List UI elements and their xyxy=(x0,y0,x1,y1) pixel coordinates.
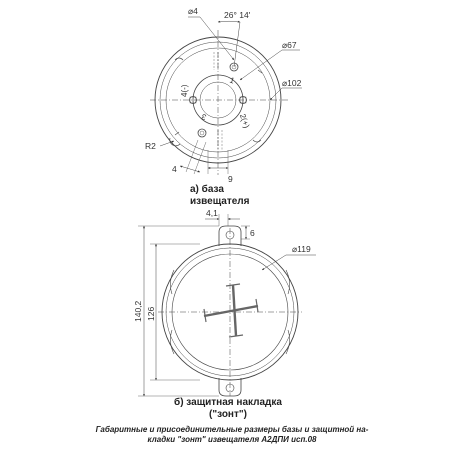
cover-cross-support xyxy=(204,284,258,337)
terminal-label-3: 3 xyxy=(200,111,208,122)
dim-height-body: 126 xyxy=(146,306,156,321)
dim-inner-diameter: ⌀67 xyxy=(282,40,297,50)
cover-caption-line2: ("зонт") xyxy=(209,409,247,420)
terminal-label-2: 2(+) xyxy=(237,112,252,130)
cover-caption xyxy=(168,397,288,421)
terminal-label-1: 1 xyxy=(228,75,236,86)
base-caption-line1: а) база xyxy=(190,184,224,195)
mounting-hole-bottom xyxy=(198,129,206,137)
figure-caption-line1: Габаритные и присоединительные размеры базы и защитной на- xyxy=(95,425,369,434)
dim-tab-width: 4,1 xyxy=(206,208,218,218)
base-caption xyxy=(190,184,249,208)
base-drawing xyxy=(150,17,302,175)
dim-width-4: 4 xyxy=(172,164,177,174)
base-caption-line2: извещателя xyxy=(190,196,250,207)
dim-hole-diameter: ⌀4 xyxy=(188,6,198,16)
dim-tab-height: 6 xyxy=(250,228,255,238)
dim-width-9: 9 xyxy=(228,174,233,184)
dim-radius: R2 xyxy=(145,141,156,151)
dim-outer-diameter: ⌀102 xyxy=(282,78,302,88)
figure-caption-line2: кладки "зонт" извещателя А2ДПИ исп.08 xyxy=(147,435,317,444)
terminal-label-4: 4(-) xyxy=(180,84,189,97)
dim-angle: 26° 14' xyxy=(224,10,251,20)
dim-cover-diameter: ⌀119 xyxy=(292,244,311,254)
dim-height-overall: 140,2 xyxy=(133,300,143,322)
cover-drawing xyxy=(138,214,316,396)
cover-caption-line1: б) защитная накладка xyxy=(174,397,282,408)
figure-caption xyxy=(82,425,382,445)
